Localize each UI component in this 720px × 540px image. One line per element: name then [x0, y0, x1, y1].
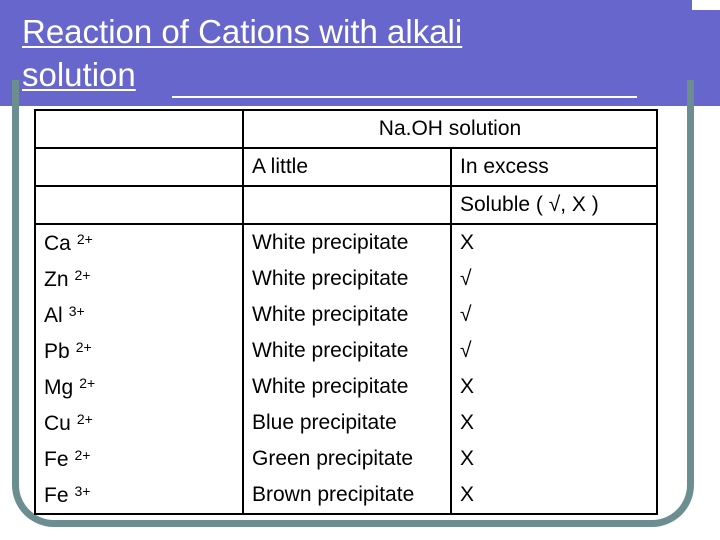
excess-result-cell: X	[451, 369, 657, 405]
empty-header-cell	[35, 148, 243, 186]
ion-symbol: Al	[44, 303, 63, 327]
little-result-cell: White precipitate	[243, 297, 451, 333]
excess-result-cell: X	[451, 405, 657, 441]
ion-charge: 2+	[75, 338, 92, 355]
table-row	[35, 261, 657, 297]
empty-header-cell	[243, 186, 451, 224]
header-row-group	[35, 110, 657, 148]
ion-charge: 2+	[76, 410, 93, 427]
ion-symbol: Fe	[44, 483, 69, 507]
soluble-legend: Soluble ( √, X )	[451, 186, 657, 224]
ion-charge: 2+	[74, 446, 91, 463]
excess-result-cell: √	[451, 333, 657, 369]
ion-symbol: Mg	[44, 375, 74, 399]
little-result-cell: White precipitate	[243, 224, 451, 261]
table-row	[35, 441, 657, 477]
table-row	[35, 369, 657, 405]
excess-result-cell: X	[451, 477, 657, 514]
header-row-columns	[35, 148, 657, 186]
table-row	[35, 405, 657, 441]
naoh-solution-header: Na.OH solution	[243, 110, 657, 148]
ion-cell	[35, 477, 243, 514]
ion-symbol: Zn	[44, 267, 69, 291]
ion-cell	[35, 333, 243, 369]
ion-charge: 3+	[68, 302, 85, 319]
title-line-1: Reaction of Cations with alkali	[22, 13, 463, 50]
banner-side-strip	[692, 10, 720, 106]
title-underline-extension	[172, 96, 637, 98]
ion-symbol: Ca	[44, 231, 71, 255]
ion-cell	[35, 369, 243, 405]
table-row	[35, 477, 657, 514]
empty-header-cell	[35, 186, 243, 224]
title-line-2: solution	[22, 56, 136, 93]
table-row	[35, 297, 657, 333]
table-row	[35, 333, 657, 369]
a-little-header: A little	[243, 148, 451, 186]
ion-charge: 2+	[79, 374, 96, 391]
little-result-cell: Blue precipitate	[243, 405, 451, 441]
slide-title	[22, 10, 642, 96]
ion-symbol: Cu	[44, 411, 71, 435]
table-row	[35, 224, 657, 261]
ion-cell	[35, 297, 243, 333]
ion-cell	[35, 224, 243, 261]
little-result-cell: White precipitate	[243, 369, 451, 405]
little-result-cell: White precipitate	[243, 261, 451, 297]
little-result-cell: Brown precipitate	[243, 477, 451, 514]
in-excess-header: In excess	[451, 148, 657, 186]
ion-charge: 3+	[74, 482, 91, 499]
ion-charge: 2+	[76, 230, 93, 247]
ion-symbol: Fe	[44, 447, 69, 471]
cation-reaction-table	[34, 109, 658, 515]
empty-header-cell	[35, 110, 243, 148]
little-result-cell: White precipitate	[243, 333, 451, 369]
excess-result-cell: X	[451, 441, 657, 477]
ion-charge: 2+	[74, 266, 91, 283]
ion-cell	[35, 441, 243, 477]
excess-result-cell: √	[451, 297, 657, 333]
ion-cell	[35, 261, 243, 297]
ion-cell	[35, 405, 243, 441]
ion-symbol: Pb	[44, 339, 70, 363]
excess-result-cell: √	[451, 261, 657, 297]
header-row-soluble	[35, 186, 657, 224]
excess-result-cell: X	[451, 224, 657, 261]
little-result-cell: Green precipitate	[243, 441, 451, 477]
